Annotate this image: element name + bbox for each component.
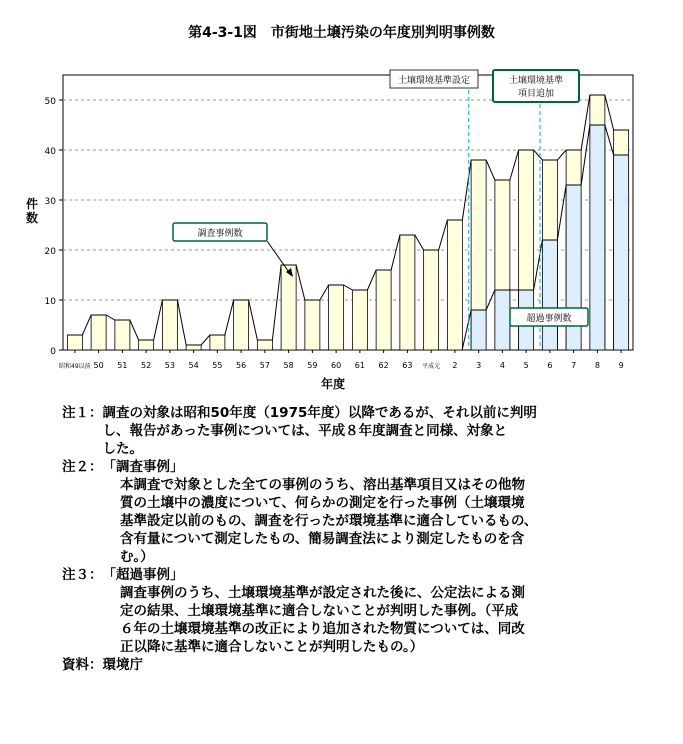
x-tick-label: 昭和49以前 (59, 363, 91, 370)
x-tick-label: 63 (402, 361, 413, 370)
note-sub-line: 調査事例のうち、土壌環境基準が設定された後に、公定法による測 (120, 585, 525, 601)
y-axis-label-part: 件 (25, 197, 39, 211)
bar-survey (162, 300, 177, 350)
x-tick-label: 57 (259, 361, 270, 370)
bar-survey (352, 290, 367, 350)
note-sub-line: 定の結果、土壌環境基準に適合しないことが判明した事例。（平成 (120, 603, 519, 619)
x-tick-label: 60 (331, 361, 342, 370)
x-tick-label: 2 (452, 361, 458, 370)
bar-survey (186, 345, 201, 350)
bar-survey (91, 315, 106, 350)
x-tick-label: 53 (164, 361, 175, 370)
y-tick-label: 0 (50, 347, 56, 357)
callout-exceed: 超過事例数 (526, 314, 572, 324)
note-sub-line: 本調査で対象とした全ての事例のうち、溶出基準項目又はその他物 (120, 477, 525, 493)
bar-survey (281, 265, 296, 350)
bar-exceed (495, 290, 510, 350)
callout-survey: 調査事例数 (197, 229, 243, 239)
note-2 (62, 458, 662, 476)
note-line: 「調査事例」 (102, 459, 184, 475)
x-tick-label: 52 (141, 361, 152, 370)
bar-survey (447, 220, 462, 350)
x-tick-label: 6 (547, 361, 553, 370)
x-tick-label: 50 (93, 361, 104, 370)
x-tick-label: 55 (212, 361, 223, 370)
note-3 (62, 566, 662, 584)
note-1 (62, 404, 662, 458)
note-head: 注１： (62, 405, 103, 421)
x-tick-label: 59 (307, 361, 318, 370)
note-head: 注３： (62, 567, 103, 583)
bar-survey (67, 335, 82, 350)
source: 資料：環境庁 (62, 657, 143, 673)
x-tick-label: 61 (354, 361, 365, 370)
x-tick-label: 54 (188, 361, 199, 370)
bar-exceed (542, 240, 557, 350)
bar-exceed (614, 155, 629, 350)
y-axis-ticks (45, 97, 63, 357)
x-tick-label: 7 (571, 361, 577, 370)
x-tick-label: 平成元 (422, 363, 441, 370)
x-tick-label: 51 (117, 361, 128, 370)
note-sub-line: 基準設定以前のもの、調査を行ったが環境基準に適合しているもの、 (120, 513, 538, 529)
bar-survey (139, 340, 154, 350)
x-axis-label: 年度 (320, 377, 346, 391)
note-sub-line: 含有量について測定したもの、簡易調査法により測定したものを含 (120, 531, 525, 547)
y-axis-label-part: 数 (25, 211, 39, 225)
note-line: し、報告があった事例については、平成８年度調査と同様、対象と (102, 423, 508, 439)
bar-survey (376, 270, 391, 350)
note-head: 注２： (62, 459, 103, 475)
bar-exceed (590, 125, 605, 350)
bar-exceed (471, 310, 486, 350)
bar-survey (305, 300, 320, 350)
y-tick-label: 50 (44, 97, 56, 107)
y-tick-label: 20 (44, 247, 56, 257)
x-tick-label: 56 (236, 361, 247, 370)
bar-survey (400, 235, 415, 350)
note-line: 「超過事例」 (102, 567, 184, 583)
chart-title: 第4-3-1図 市街地土壌汚染の年度別判明事例数 (188, 25, 495, 41)
bar-survey (424, 250, 439, 350)
notes (62, 404, 662, 674)
y-tick-label: 40 (44, 147, 56, 157)
x-tick-label: 3 (476, 361, 482, 370)
x-tick-label: 8 (594, 361, 600, 370)
bar-survey (210, 335, 225, 350)
annotation-item-added-2: 項目追加 (517, 89, 555, 99)
note-sub-line: 質の土壌中の濃度について、何らかの測定を行った事例（土壌環境 (120, 495, 525, 511)
note-line: 調査の対象は昭和50年度（1975年度）以降であるが、それ以前に判明 (102, 405, 537, 421)
x-tick-label: 58 (283, 361, 294, 370)
bar-survey (115, 320, 130, 350)
y-tick-label: 30 (44, 197, 56, 207)
bar-survey (234, 300, 249, 350)
x-tick-label: 9 (618, 361, 624, 370)
bar-survey (329, 285, 344, 350)
note-sub-line: む。） (120, 549, 154, 565)
x-axis-ticks (59, 350, 624, 370)
y-tick-label: 10 (44, 297, 56, 307)
x-tick-label: 5 (523, 361, 529, 370)
annotation-standard-set: 土壌環境基準設定 (397, 76, 471, 86)
x-tick-label: 4 (499, 361, 505, 370)
note-line: した。 (102, 441, 143, 457)
note-sub-line: ６年の土壌環境基準の改正により追加された物質については、同改 (120, 621, 525, 637)
note-sub-line: 正以降に基準に適合しないことが判明したもの。） (120, 639, 424, 655)
annotation-item-added-1: 土壌環境基準 (508, 76, 564, 86)
x-tick-label: 62 (378, 361, 389, 370)
bar-survey (257, 340, 272, 350)
